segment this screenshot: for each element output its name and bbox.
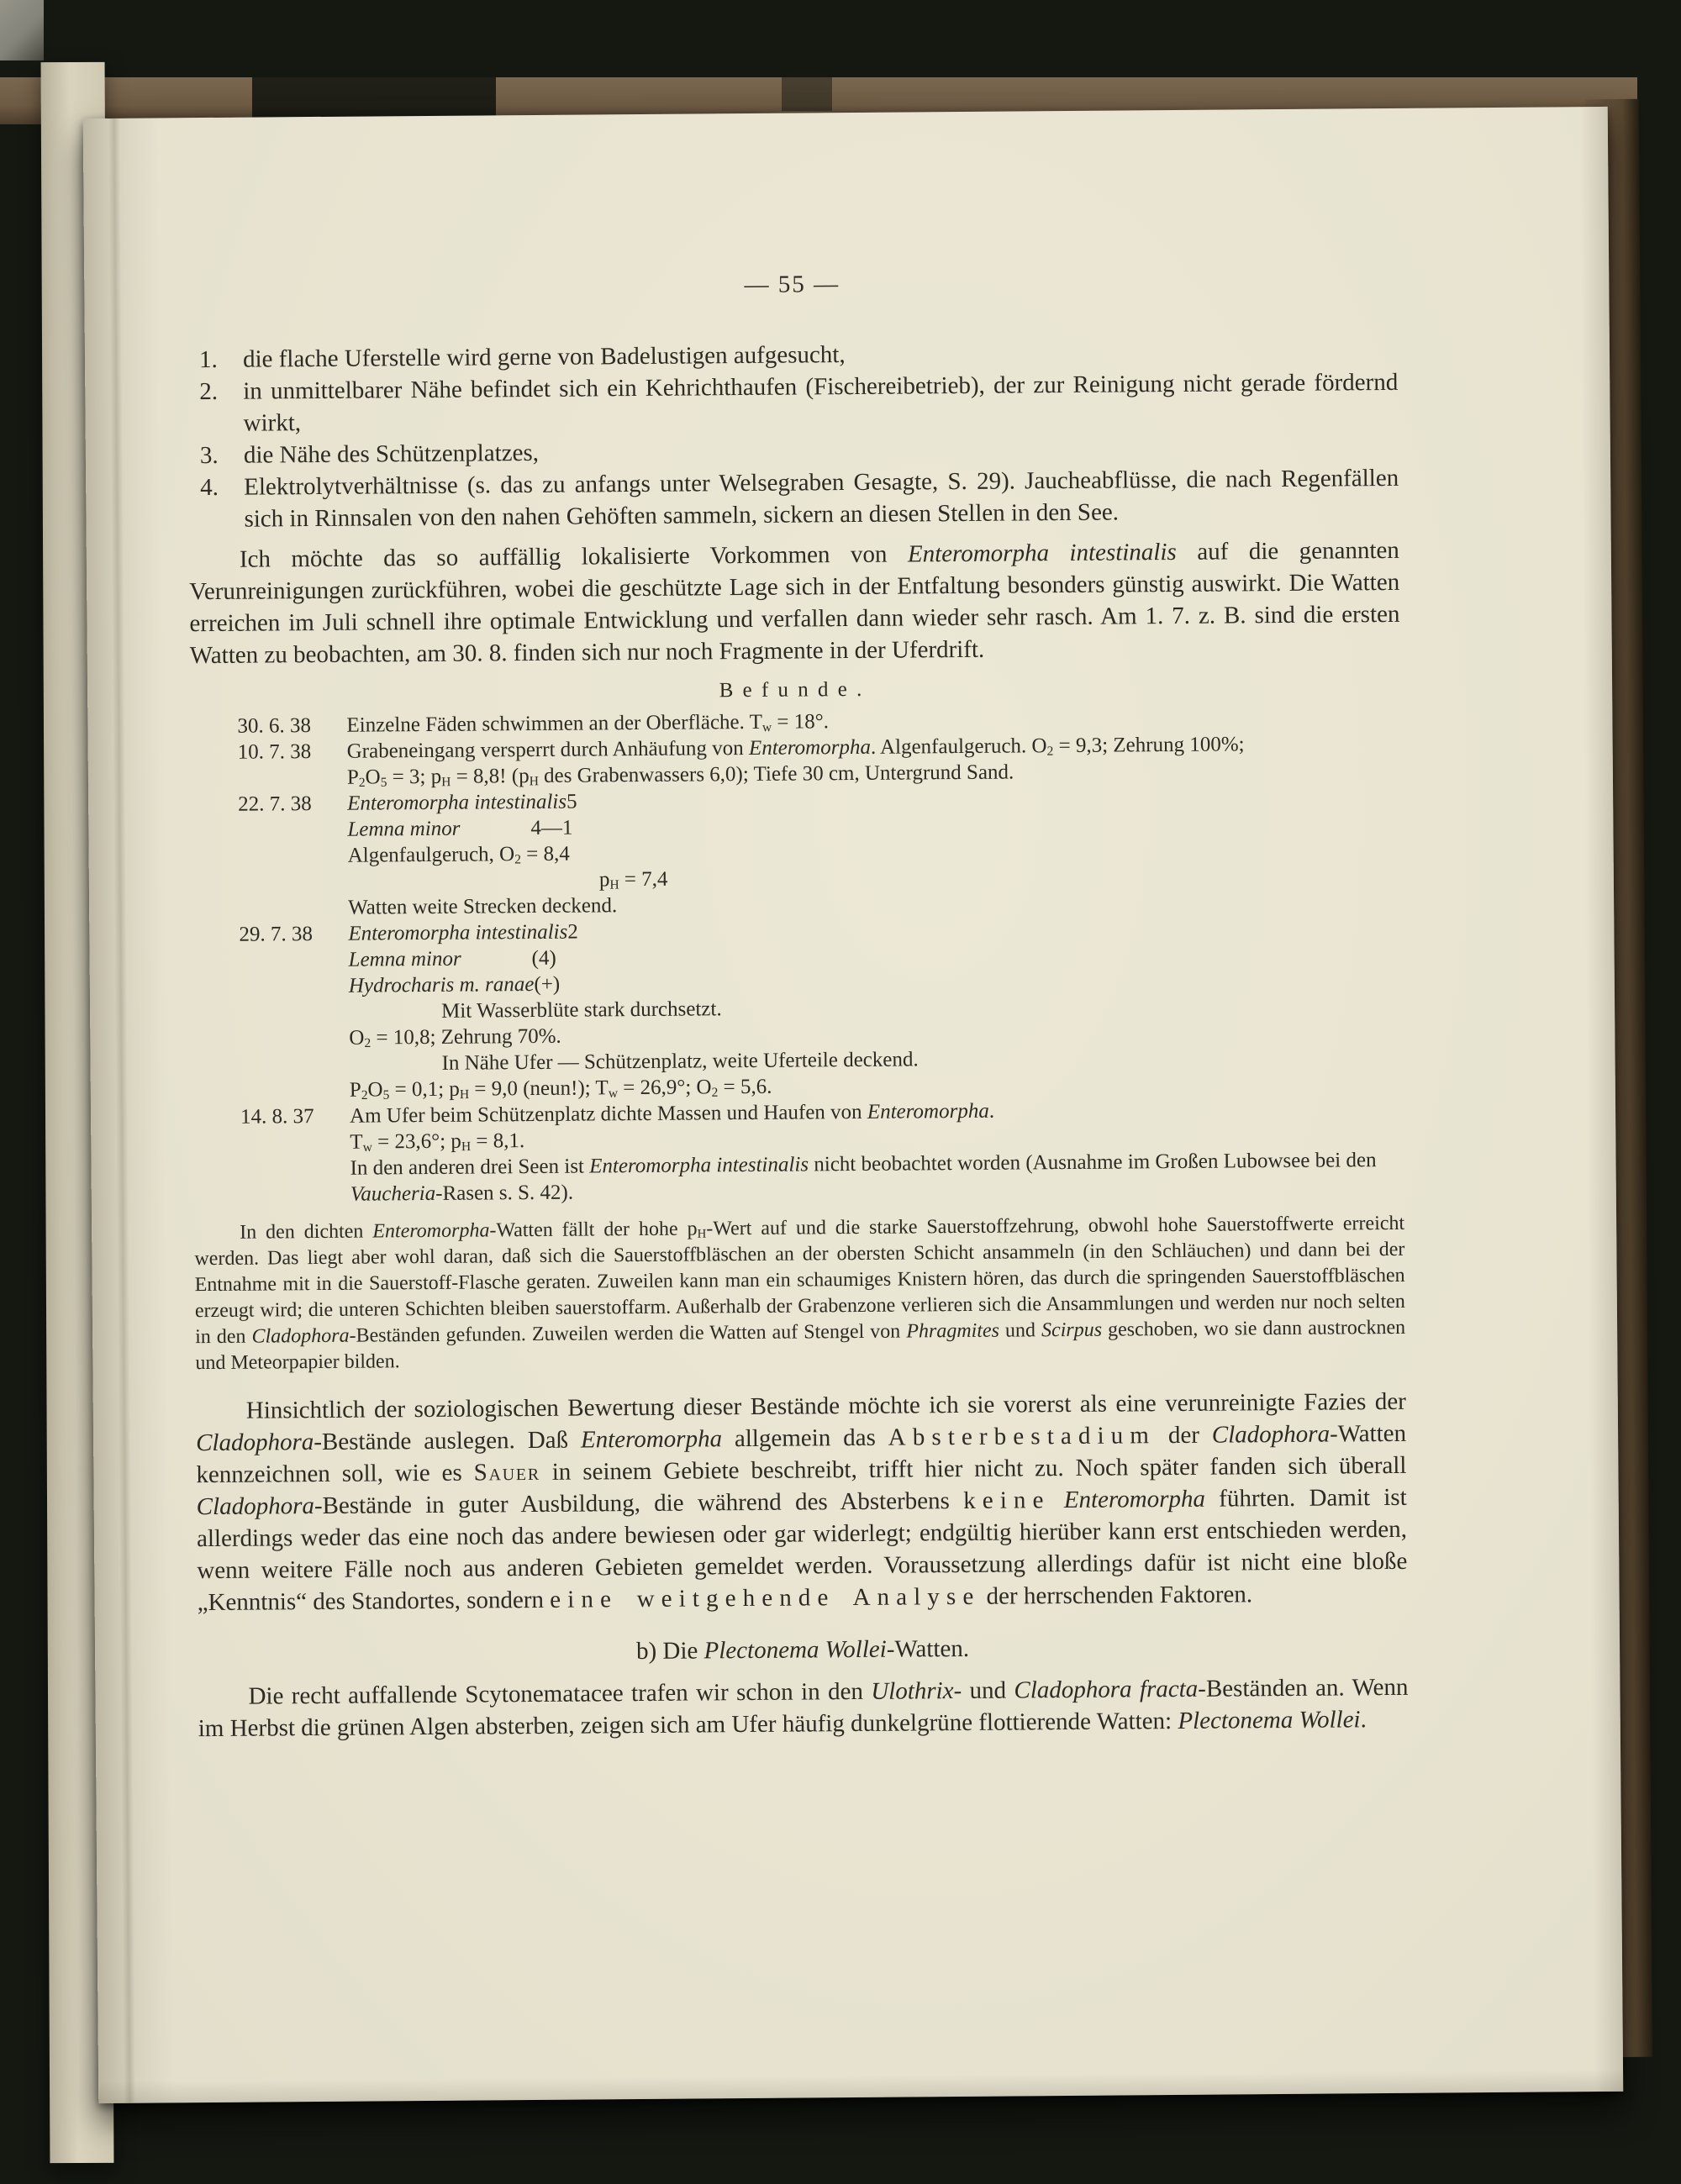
list-item-text xyxy=(243,366,1399,439)
species-name xyxy=(349,945,532,973)
befunde-entry-body xyxy=(347,782,1402,921)
subscript: 5 xyxy=(380,775,387,790)
text-run: . xyxy=(1360,1706,1367,1734)
intro-paragraph xyxy=(189,534,1400,671)
subscript: 2 xyxy=(1046,744,1054,759)
subscript: H xyxy=(529,774,539,789)
species-name-italic: Enteromorpha intestinalis xyxy=(348,920,568,945)
species-name-italic: Enteromorpha xyxy=(1063,1485,1206,1514)
text-run: Mit Wasserblüte stark durchsetzt. xyxy=(441,997,722,1023)
text-run: - und xyxy=(953,1676,1014,1705)
species-name-italic: Lemna minor xyxy=(347,817,461,841)
befunde-date: 29. 7. 38 xyxy=(239,923,313,946)
page-number: — 55 — xyxy=(744,271,840,298)
species-name-italic: Cladophora xyxy=(196,1492,315,1521)
species-name-italic: Enteromorpha xyxy=(867,1099,989,1124)
text-run: Am Ufer beim Schützenplatz dichte Massen und Haufen von xyxy=(349,1100,867,1128)
text-run: = 0,1; p xyxy=(389,1077,460,1102)
letterspaced-emphasis: Absterbestadium xyxy=(888,1422,1157,1451)
text-run: Hinsichtlich der soziologischen Bewertung dieser Bestände möchte ich sie vorerst als eine verunreinigte Fazies der xyxy=(245,1387,1406,1424)
text-run: -Watten. xyxy=(886,1634,970,1663)
text-run: führten. Damit ist allerdings weder das eine noch das andere bewiesen oder gar widerlegt; endgültig hierüber kann erst entschieden werden, wenn weitere Fälle noch aus anderen Gebieten gemeldet werden. Voraussetzung allerdings dafür ist nicht eine bloße „Kenntnis“ des Standortes, sondern xyxy=(196,1483,1408,1617)
species-name-italic: Cladophora xyxy=(196,1429,314,1457)
species-name xyxy=(349,971,535,999)
species-name-italic: Hydrocharis m. ranae xyxy=(348,972,535,997)
text-run: Grabeneingang versperrt durch Anhäufung von xyxy=(346,736,750,763)
list-item-number: 1. xyxy=(198,345,218,374)
subscript: w xyxy=(608,1086,619,1101)
text-run: = 23,6°; p xyxy=(372,1129,461,1154)
text-run: = 8,4 xyxy=(520,842,570,866)
species-name-italic: Cladophora xyxy=(251,1324,350,1348)
abundance-value: 5 xyxy=(566,790,577,813)
text-run: Elektrolytverhältnisse (s. das zu anfangs unter Welsegraben Gesagte, S. 29). Jaucheabflüsse, die nach Regenfällen sich in Rinnsalen von den nahen Gehöften sammeln, sickern an diesen Stellen in den See. xyxy=(244,464,1399,533)
text-run: allgemein das xyxy=(721,1424,888,1453)
letterspaced-emphasis: eine weitgehende Analyse xyxy=(550,1582,981,1613)
dense-watten-paragraph xyxy=(194,1211,1405,1376)
text-run: O xyxy=(367,1078,383,1102)
befunde-line xyxy=(350,1147,1404,1208)
text-run: = 26,9°; O xyxy=(617,1076,712,1100)
species-name-italic: Enteromorpha xyxy=(372,1219,490,1243)
subscript: 2 xyxy=(364,1035,372,1050)
text-run: geschoben, wo sie dann austrocknen und Meteorpapier bilden. xyxy=(195,1316,1406,1375)
list-item-number: 4. xyxy=(200,473,219,502)
book-page xyxy=(83,107,1623,2103)
subscript: 2 xyxy=(711,1085,719,1100)
subscript: H xyxy=(441,775,451,790)
text-run: -Beständen gefunden. Zuweilen werden die Watten auf Stengel von xyxy=(349,1320,907,1347)
list-item xyxy=(199,366,1399,439)
text-run: In den anderen drei Seen ist xyxy=(350,1155,590,1180)
author-smallcaps: Sauer xyxy=(473,1458,541,1487)
befunde-date: 22. 7. 38 xyxy=(238,792,312,816)
species-name-italic: Lemna minor xyxy=(348,947,461,971)
text-run xyxy=(1050,1487,1064,1513)
text-run: -Bestände in guter Ausbildung, die während des Absterbens xyxy=(314,1487,964,1520)
text-run: = 7,4 xyxy=(619,867,668,892)
befunde-entry xyxy=(193,1095,1404,1208)
text-run: und xyxy=(999,1319,1042,1342)
text-run: = 8,1. xyxy=(470,1129,525,1153)
befunde-entry xyxy=(191,782,1402,922)
list-item-number: 2. xyxy=(199,377,219,406)
text-run: = 18°. xyxy=(771,710,830,734)
subscript: H xyxy=(459,1087,470,1103)
text-run: = 8,8! (p xyxy=(451,765,530,788)
text-run: -Watten kennzeichnen soll, wie es xyxy=(196,1419,1407,1489)
cover-shadow-patch xyxy=(782,77,832,111)
text-run: Die recht auffallende Scytonematacee trafen wir schon in den xyxy=(248,1677,872,1710)
species-name-italic: Vaucheria xyxy=(350,1181,436,1206)
section-heading xyxy=(198,1629,1408,1671)
text-run: die flache Uferstelle wird gerne von Badelustigen aufgesucht, xyxy=(242,341,846,373)
befunde-date: 10. 7. 38 xyxy=(237,740,312,764)
page-content xyxy=(186,108,1409,1745)
text-run: Einzelne Fäden schwimmen an der Oberfläche. T xyxy=(346,710,763,737)
text-run: O xyxy=(349,1026,365,1050)
subscript: 5 xyxy=(382,1087,390,1103)
befunde-date: 30. 6. 38 xyxy=(237,714,312,738)
text-run: p xyxy=(598,868,610,892)
text-run: Watten weite Strecken deckend. xyxy=(348,894,618,919)
text-run: nicht beobachtet worden (Ausnahme im Großen Lubowsee bei den xyxy=(808,1149,1377,1176)
text-run: -Beständen an. Wenn im Herbst die grünen Algen absterben, zeigen sich am Ufer häufig dunkelgrüne flottierende Watten: xyxy=(198,1673,1409,1743)
befunde-entry-body xyxy=(350,1095,1404,1208)
species-name xyxy=(347,815,530,843)
list-item xyxy=(200,462,1399,535)
species-name-italic: Enteromorpha intestinalis xyxy=(347,790,567,815)
befunde-table xyxy=(190,704,1404,1208)
text-run: O xyxy=(365,766,381,789)
abundance-value: 2 xyxy=(567,920,578,944)
text-run: T xyxy=(350,1130,363,1154)
text-run: auf die genannten Verunreinigungen zurückführen, wobei die geschützte Lage sich in der Entfaltung besonders günstig auswirkt. Die Watten erreichen im Juli schnell ihre optimale Entwicklung und verfallen dann wieder sehr rasch. Am 1. 7. z. B. sind die ersten Watten zu beobachten, am 30. 8. finden sich nur noch Fragmente in der Uferdrift. xyxy=(189,536,1400,670)
species-name-italic: Enteromorpha xyxy=(580,1425,723,1454)
subscript: w xyxy=(362,1139,372,1155)
text-run: Ich möchte das so auffällig lokalisierte Vorkommen von xyxy=(239,540,909,573)
abundance-value: 4—1 xyxy=(530,816,573,840)
befunde-heading: Befunde. xyxy=(719,677,872,703)
list-item-text xyxy=(244,462,1399,535)
subscript: 2 xyxy=(358,775,366,791)
text-run: . xyxy=(988,1099,995,1123)
text-run: P xyxy=(346,766,359,789)
text-run: = 9,3; Zehrung 100%; xyxy=(1053,733,1245,758)
text-run: -Bestände auslegen. Daß xyxy=(314,1426,582,1456)
text-run: = 10,8; Zehrung 70%. xyxy=(371,1024,561,1050)
species-name-italic: Enteromorpha intestinalis xyxy=(589,1153,809,1178)
abundance-value: (4) xyxy=(531,946,556,970)
numbered-list xyxy=(187,334,1399,535)
subscript: 2 xyxy=(514,852,522,867)
text-run: In den dichten xyxy=(240,1220,373,1244)
species-name-italic: Enteromorpha xyxy=(748,735,871,760)
text-run: in unmittelbarer Nähe befindet sich ein Kehrichthaufen (Fischereibetrieb), der zur Reinigung nicht gerade fördernd wirkt, xyxy=(243,368,1399,437)
text-run: -Watten fällt der hohe p xyxy=(489,1218,698,1242)
final-paragraph xyxy=(198,1671,1409,1745)
subscript: H xyxy=(609,877,619,892)
text-run: Algenfaulgeruch, O xyxy=(347,843,515,867)
list-item-number: 3. xyxy=(199,441,219,470)
letterspaced-emphasis: keine xyxy=(963,1487,1051,1514)
species-name-italic: Phragmites xyxy=(906,1319,1000,1343)
species-name-italic: Plectonema Wollei xyxy=(1178,1706,1361,1734)
species-name-italic: Cladophora xyxy=(1211,1420,1331,1449)
abundance-value: (+) xyxy=(534,972,561,996)
text-run: -Rasen s. S. 42). xyxy=(435,1181,574,1205)
text-run: P xyxy=(349,1078,361,1102)
text-run: = 3; p xyxy=(387,765,442,789)
befunde-date: 14. 8. 37 xyxy=(240,1105,314,1129)
species-name-italic: Enteromorpha intestinalis xyxy=(907,538,1177,568)
subscript: H xyxy=(461,1139,472,1155)
species-name-italic: Cladophora fracta xyxy=(1014,1675,1199,1704)
species-name-italic: Scirpus xyxy=(1041,1318,1103,1342)
sociological-paragraph xyxy=(196,1386,1408,1618)
befunde-entry-body xyxy=(348,913,1404,1103)
text-run: die Nähe des Schützenplatzes, xyxy=(243,439,540,469)
text-run: des Grabenwassers 6,0); Tiefe 30 cm, Untergrund Sand. xyxy=(538,760,1014,787)
species-name-italic: Ulothrix xyxy=(871,1677,954,1705)
text-run: der herrschenden Faktoren. xyxy=(980,1581,1253,1610)
befunde-entry-body xyxy=(347,730,1401,791)
text-run: b) Die xyxy=(635,1637,704,1666)
text-run: . Algenfaulgeruch. O xyxy=(870,734,1047,759)
text-run: der xyxy=(1155,1421,1212,1450)
page-edge-shade xyxy=(98,2070,1623,2103)
text-run: In Nähe Ufer — Schützenplatz, weite Uferteile deckend. xyxy=(441,1048,919,1075)
befunde-entry xyxy=(192,913,1404,1104)
book-cloth-corner xyxy=(0,0,44,61)
species-name-italic: Plectonema Wollei xyxy=(703,1635,887,1665)
text-run: = 9,0 (neun!); T xyxy=(468,1076,609,1101)
subscript: H xyxy=(697,1227,707,1241)
species-name xyxy=(348,919,567,947)
text-run: -Wert auf und die starke Sauerstoffzehrung, obwohl hohe Sauerstoffwerte erreicht werden. Das liegt aber wohl daran, daß sich die Sauerstoffbläschen an der obersten Schicht ansammeln (in den Schläuchen) und dann bei der Entnahme mit in die Sauerstoff-Flasche geraten. Zuweilen kann man ein schaumiges Knistern hören, das durch die springenden Sauerstoffbläschen erzeugt wird; die unteren Schichten bleiben sauerstoffarm. Außerhalb der Grabenzone verlieren sich die Ansammlungen und werden nur noch selten in den xyxy=(194,1212,1405,1349)
subscript: 2 xyxy=(361,1087,368,1103)
text-run: = 5,6. xyxy=(718,1075,772,1099)
species-name xyxy=(347,789,566,817)
subscript: w xyxy=(761,720,772,735)
befunde-entry xyxy=(191,730,1401,792)
text-run: in seinem Gebiete beschreibt, trifft hier nicht zu. Noch später fanden sich überall xyxy=(540,1451,1407,1486)
